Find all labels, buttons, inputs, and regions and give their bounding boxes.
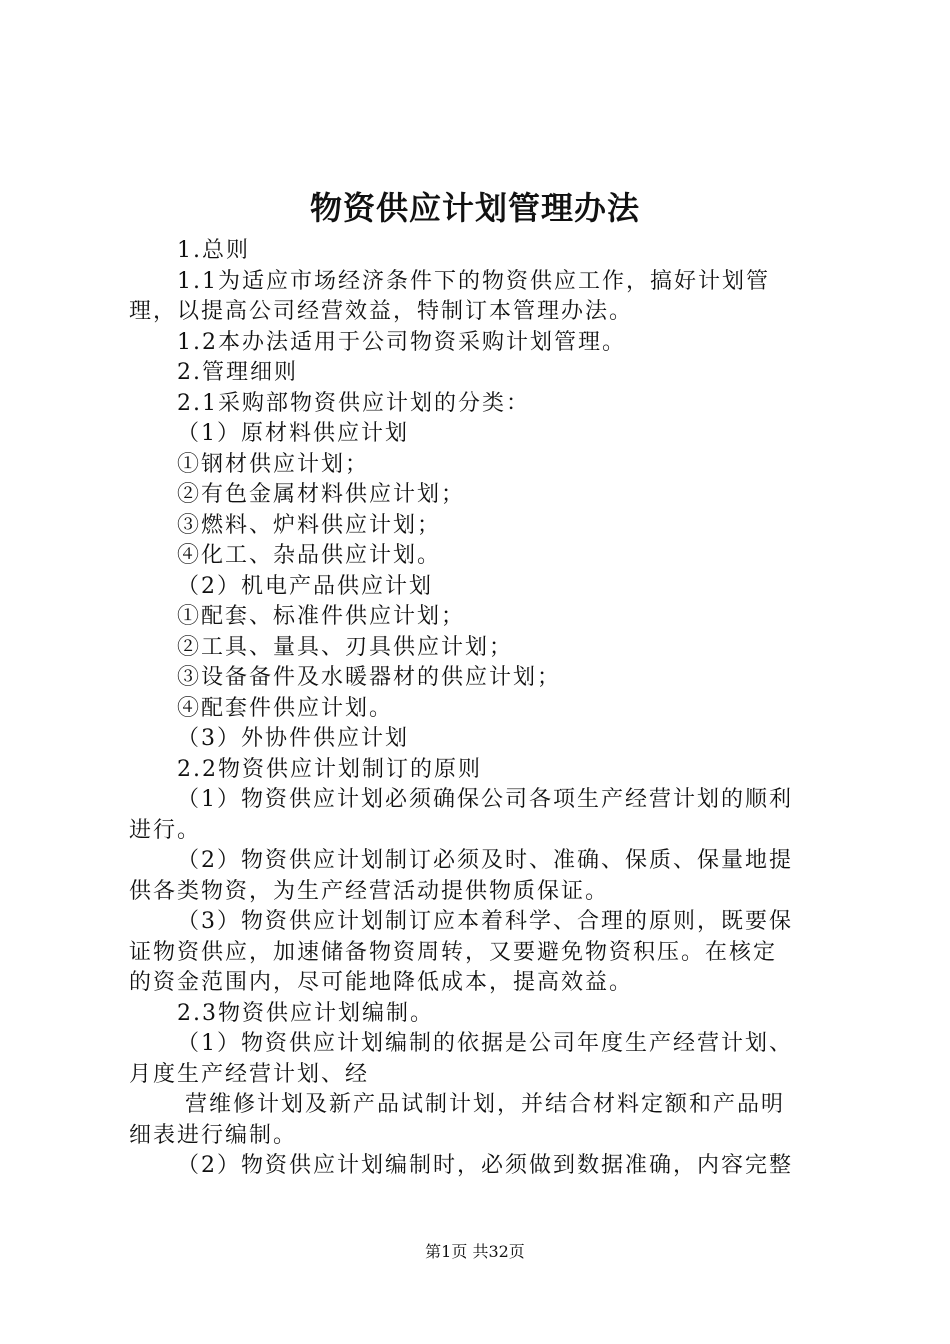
document-title: 物资供应计划管理办法 [309, 189, 640, 227]
text-line: 进行。 [129, 817, 202, 843]
text-line: 的资金范围内，尽可能地降低成本，提高效益。 [129, 970, 634, 995]
text-line: 1.2本办法适用于公司物资采购计划管理。 [177, 329, 626, 355]
text-line: （1）物资供应计划必须确保公司各项生产经营计划的顺利 [177, 787, 793, 812]
text-line: ④化工、杂品供应计划。 [177, 543, 442, 568]
text-line: （1）物资供应计划编制的依据是公司年度生产经营计划、 [177, 1031, 793, 1056]
text-line: 1.1为适应市场经济条件下的物资供应工作，搞好计划管 [177, 268, 770, 294]
text-line: 2.3物资供应计划编制。 [177, 1000, 434, 1026]
text-line: ③燃料、炉料供应计划； [177, 512, 442, 538]
text-line: （3）物资供应计划制订应本着科学、合理的原则，既要保 [177, 909, 793, 934]
text-line: 供各类物资，为生产经营活动提供物质保证。 [129, 878, 610, 904]
text-line: 月度生产经营计划、经 [129, 1061, 370, 1087]
text-line: （1）原材料供应计划 [177, 421, 409, 446]
text-line: 理，以提高公司经营效益，特制订本管理办法。 [129, 299, 634, 324]
text-line: 营维修计划及新产品试制计划，并结合材料定额和产品明 [185, 1092, 786, 1117]
document-body [129, 236, 829, 1182]
text-line: ②有色金属材料供应计划； [177, 482, 466, 507]
text-line: （2）机电产品供应计划 [177, 573, 433, 599]
text-line: （2）物资供应计划制订必须及时、准确、保质、保量地提 [177, 848, 793, 873]
text-line: 2.管理细则 [177, 360, 298, 385]
text-line: （2）物资供应计划编制时，必须做到数据准确，内容完整 [177, 1153, 793, 1178]
text-line: 细表进行编制。 [129, 1122, 298, 1148]
text-line: 2.2物资供应计划制订的原则 [177, 756, 482, 782]
text-line: ③设备备件及水暖器材的供应计划； [177, 665, 562, 690]
text-line: ①配套、标准件供应计划； [177, 604, 466, 629]
text-line: ④配套件供应计划。 [177, 695, 394, 721]
text-line: 2.1采购部物资供应计划的分类： [177, 390, 530, 416]
text-line: 证物资供应，加速储备物资周转，又要避免物资积压。在核定 [129, 939, 778, 965]
text-line: ①钢材供应计划； [177, 451, 370, 477]
page-footer: 第1页 共32页 [425, 1242, 525, 1261]
text-line: （3）外协件供应计划 [177, 726, 409, 751]
text-line: ②工具、量具、刃具供应计划； [177, 634, 514, 660]
text-line: 1.总则 [177, 238, 250, 263]
